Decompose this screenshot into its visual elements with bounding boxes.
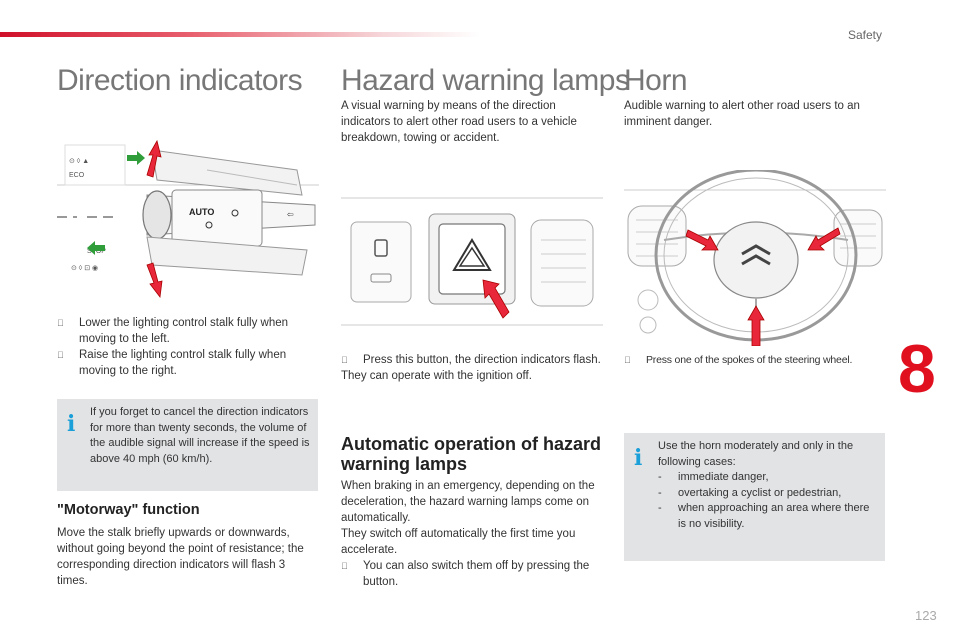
hazard-title: Hazard warning lamps <box>341 64 630 97</box>
horn-illustration <box>624 170 886 346</box>
hazard-illustration <box>341 190 603 338</box>
motorway-title: "Motorway" function <box>57 502 200 518</box>
chapter-number: 8 <box>898 331 936 407</box>
horn-info-box <box>624 433 885 561</box>
list-item: Press one of the spokes of the steering wheel. <box>624 352 894 368</box>
list-item: Press this button, the direction indicators flash. <box>341 352 603 368</box>
auto-hazard-paragraph: They switch off automatically the first time you accelerate. <box>341 528 576 556</box>
hazard-instructions <box>341 352 603 384</box>
header-accent-bar <box>0 32 480 37</box>
list-item: - immediate danger, <box>658 471 769 483</box>
list-item: Lower the lighting control stalk fully when moving to the left. <box>57 315 317 347</box>
info-icon: i <box>67 411 76 437</box>
direction-title: Direction indicators <box>57 64 303 97</box>
motorway-text: Move the stalk briefly upwards or downwards, without going beyond the point of resistance; the corresponding direction indicators will flash 3 times. <box>57 527 304 587</box>
svg-text:⊙ ◊ ▲: ⊙ ◊ ▲ <box>69 158 90 165</box>
bullet-arrow-icon <box>57 347 64 363</box>
horn-instructions <box>624 352 894 368</box>
bullet-arrow-icon <box>341 558 348 574</box>
direction-bullets <box>57 315 317 379</box>
list-item: - overtaking a cyclist or pedestrian, <box>658 486 842 499</box>
auto-hazard-title: Automatic operation of hazard warning lamps <box>341 434 602 474</box>
list-item: - when approaching an area where there is no visibility. <box>658 502 870 530</box>
horn-title: Horn <box>624 64 688 97</box>
svg-text:⇦: ⇦ <box>287 210 294 219</box>
stalk-auto-label: AUTO <box>189 207 215 217</box>
hazard-intro: A visual warning by means of the direction indicators to alert other road users to a vehicle breakdown, towing or accident. <box>341 100 577 144</box>
hazard-note: They can operate with the ignition off. <box>341 370 532 382</box>
panel-eco-label: ECO <box>69 172 85 179</box>
direction-info-text: If you forget to cancel the direction indicators for more than twenty seconds, the volume of the audible signal will increase if the speed is above 40 mph (60 km/h). <box>90 406 310 465</box>
auto-hazard-paragraph: When braking in an emergency, depending on the deceleration, the hazard warning lamps come on automatically. <box>341 480 595 524</box>
page-number: 123 <box>915 608 937 623</box>
panel-stop-label: STOP <box>87 248 106 255</box>
bullet-arrow-icon <box>341 352 348 368</box>
bullet-arrow-icon <box>624 352 631 368</box>
list-item: Raise the lighting control stalk fully when moving to the right. <box>57 347 317 379</box>
section-label: Safety <box>848 28 883 42</box>
horn-info-intro: Use the horn moderately and only in the following cases: <box>658 440 854 468</box>
bullet-arrow-icon <box>57 315 64 331</box>
horn-intro: Audible warning to alert other road users to an imminent danger. <box>624 100 860 128</box>
list-item: You can also switch them off by pressing the button. <box>341 558 603 590</box>
direction-info-box <box>57 399 318 491</box>
horn-info-text <box>658 439 880 532</box>
svg-text:⊙ ◊ ⊡ ◉: ⊙ ◊ ⊡ ◉ <box>71 265 99 272</box>
stalk-illustration <box>57 125 319 305</box>
auto-hazard-text <box>341 478 603 590</box>
info-icon: i <box>634 445 643 471</box>
